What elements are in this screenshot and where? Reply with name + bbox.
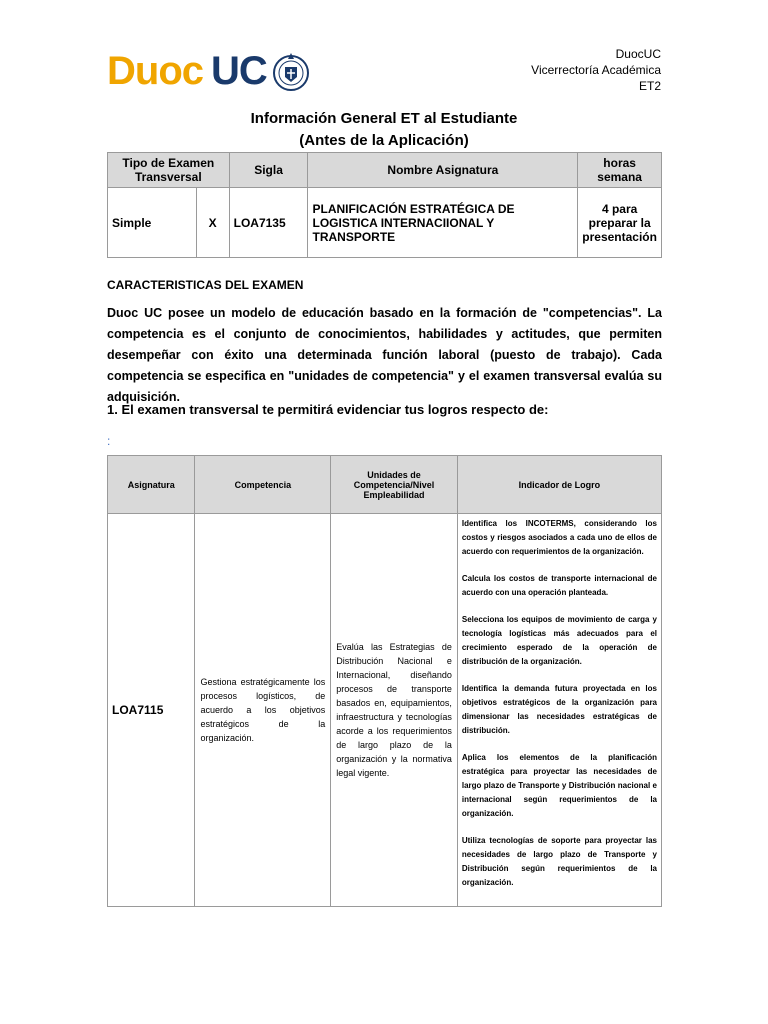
competency-table (107, 455, 662, 907)
main-header-asignatura: Asignatura (108, 456, 195, 514)
header-line-institution: DuocUC (615, 47, 661, 61)
header-line-department: Vicerrectoría Académica (531, 63, 661, 77)
indicator-item: Identifica la demanda futura proyectada en los objetivos estratégicos de la organización para dimensionar las necesidades estratégicas de distribución. (461, 684, 657, 735)
indicator-item: Utiliza tecnologías de soporte para proyectar las necesidades de largo plazo de Transporte y Distribución según requerimientos de la organización. (461, 836, 657, 887)
main-indicadores-cell (457, 514, 661, 907)
university-seal-icon (271, 49, 311, 93)
info-mark-cell: X (196, 188, 229, 258)
main-header-unidad: Unidades de Competencia/Nivel Empleabilidad (331, 456, 458, 514)
info-header-nombre: Nombre Asignatura (308, 153, 578, 188)
logo-text-duoc: Duoc (107, 48, 203, 93)
info-horas-cell: 4 para preparar la presentación (578, 188, 662, 258)
main-competencia-cell: Gestiona estratégicamente los procesos logísticos, de acuerdo a los objetivos estratégicos de la organización. (195, 514, 331, 907)
info-tipo-cell: Simple (108, 188, 197, 258)
page-subtitle: (Antes de la Aplicación) (299, 132, 469, 149)
info-nombre-cell: PLANIFICACIÓN ESTRATÉGICA DE LOGISTICA INTERNACIIONAL Y TRANSPORTE (308, 188, 578, 258)
info-header-horas: horas semana (578, 153, 662, 188)
duoc-uc-logo (107, 46, 311, 96)
indicator-item: Identifica los INCOTERMS, considerando los costos y riesgos asociados a cada uno de ellos de acuerdo con requerimientos de la organización. (461, 519, 657, 556)
main-header-competencia: Competencia (195, 456, 331, 514)
info-header-tipo: Tipo de Examen Transversal (108, 153, 230, 188)
colon-mark: : (107, 434, 111, 448)
indicator-item: Aplica los elementos de la planificación estratégica para proyectar las necesidades de largo plazo de Transporte y Distribución nacional e internacional según requerimientos de la organización. (461, 753, 657, 818)
header-line-code: ET2 (638, 79, 661, 93)
header-right-block (531, 46, 661, 94)
logo-text-uc: UC (211, 48, 267, 93)
intro-paragraph: Duoc UC posee un modelo de educación basado en la formación de "competencias". La competencia es el conjunto de conocimientos, habilidades y actitudes, que permiten desempeñar con éxito una determinada función laboral (puesto de trabajo). Cada competencia se especifica en "unidades de competencia" y el examen transversal evalúa su adquisición. (107, 306, 662, 404)
section-title: CARACTERISTICAS DEL EXAMEN (107, 278, 304, 292)
question-1: 1. El examen transversal te permitirá evidenciar tus logros respecto de: (107, 402, 549, 417)
main-asignatura-cell: LOA7115 (108, 514, 195, 907)
indicator-item: Selecciona los equipos de movimiento de carga y tecnología logísticas más adecuados para el crecimiento esperado de la operación de distribución de la organización. (461, 615, 657, 666)
info-table (107, 152, 662, 258)
main-unidad-cell: Evalúa las Estrategias de Distribución Nacional e Internacional, diseñando procesos de transporte basados en, equipamientos, infraestructura y tecnologías acorde a los requerimientos de largo plazo de la organización y la normativa legal vigente. (331, 514, 458, 907)
indicator-item: Calcula los costos de transporte internacional de acuerdo con una operación planteada. (461, 574, 657, 597)
info-header-sigla: Sigla (229, 153, 308, 188)
info-sigla-cell: LOA7135 (229, 188, 308, 258)
main-header-indicador: Indicador de Logro (457, 456, 661, 514)
page-title: Información General ET al Estudiante (250, 110, 518, 127)
